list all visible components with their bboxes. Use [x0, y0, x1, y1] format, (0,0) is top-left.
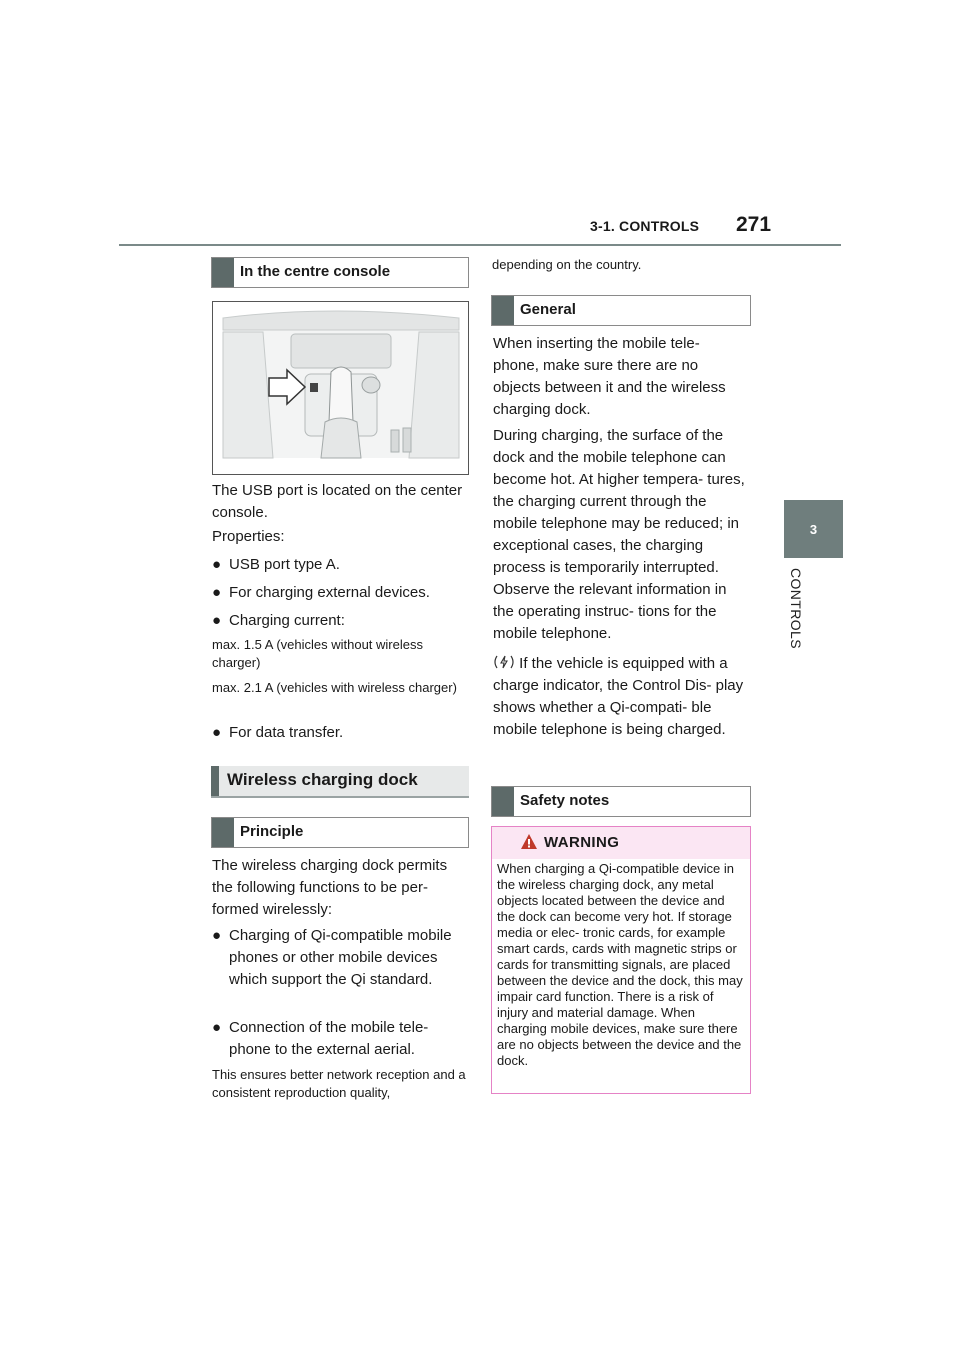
charge-indicator-paragraph: [493, 653, 748, 741]
bullet-icon: ●: [212, 724, 222, 741]
header-divider: [119, 244, 841, 246]
warning-title: WARNING: [544, 834, 620, 851]
heading-text: Wireless charging dock: [227, 770, 418, 789]
bullet-icon: ●: [212, 612, 222, 629]
warning-box: [491, 826, 751, 1094]
heading-text: General: [520, 301, 576, 318]
bullet-icon: ●: [212, 584, 222, 601]
list-item: ● Connection of the mobile tele- phone to the external aerial.: [212, 1019, 429, 1058]
list-item: ● Charging of Qi-compatible mobile phones or other mobile devices which support the Qi standard.: [212, 927, 452, 988]
wireless-charge-icon: [493, 654, 515, 670]
page-number: 271: [736, 213, 772, 236]
warning-header: [492, 827, 750, 859]
bullet-icon: ●: [212, 556, 222, 573]
current-note: max. 2.1 A (vehicles with wireless charger): [212, 680, 457, 695]
heading-bar: [492, 787, 514, 816]
warning-text: When charging a Qi-compatible device in the wireless charging dock, any metal objects located between the device and the dock can become very hot. If storage media or elec- tronic cards, for example smart cards, cards with magnetic strips or cards for transmitting signals, are placed between the device and the dock, this may impair card function. There is a risk of injury and material damage. When charging mobile devices, make sure there are no objects between the device and the dock.: [497, 861, 743, 1068]
heading-text: In the centre console: [240, 263, 391, 280]
reception-note: This ensures better network reception and a consistent reproduction quality,: [212, 1067, 466, 1100]
heading-text: Safety notes: [520, 792, 610, 809]
centre-console-illustration: [213, 302, 468, 474]
usb-location-text: The USB port is located on the center console.: [212, 482, 463, 521]
bullet-icon: ●: [212, 1019, 222, 1036]
list-item: ● For charging external devices.: [211, 582, 489, 604]
heading-general: [491, 295, 751, 326]
heading-wireless-charging: [211, 766, 469, 798]
current-note: max. 1.5 A (vehicles without wireless charger): [212, 637, 423, 670]
charge-indicator-text: If the vehicle is equipped with a charge indicator, the Control Dis- play shows whether a Qi-compati- ble mobile telephone is being charged.: [493, 655, 744, 738]
heading-safety-notes: [491, 786, 751, 817]
principle-text: The wireless charging dock permits the following functions to be per- formed wirelessly:: [212, 857, 448, 918]
general-paragraph: When inserting the mobile tele- phone, make sure there are no objects between it and the wireless charging dock.: [493, 335, 726, 418]
heading-bar: [212, 258, 234, 287]
list-item: ● USB port type A.: [211, 554, 489, 576]
centre-console-figure: [212, 301, 469, 475]
general-paragraph: During charging, the surface of the dock and the mobile telephone can become hot. At higher tempera- tures, the charging current through the mobile telephone may be reduced; in exceptional cases, the charging process is temporarily interrupted. Observe the relevant information in the operating instruc- tions for the mobile telephone.: [493, 427, 745, 642]
heading-text: Principle: [240, 823, 304, 840]
heading-bar: [492, 296, 514, 325]
heading-bar: [211, 766, 219, 796]
chapter-tab[interactable]: 3: [784, 500, 843, 558]
warning-triangle-icon: [520, 833, 538, 856]
heading-bar: [212, 818, 234, 847]
section-title: 3-1. CONTROLS: [590, 218, 700, 234]
continuation-text: depending on the country.: [492, 257, 642, 272]
chapter-label: CONTROLS: [788, 568, 804, 649]
list-item: ● Charging current:: [211, 610, 489, 632]
properties-label: Properties:: [212, 528, 285, 545]
heading-centre-console: [211, 257, 469, 288]
bullet-icon: ●: [212, 927, 222, 944]
list-item: ● For data transfer.: [211, 722, 489, 744]
heading-principle: [211, 817, 469, 848]
